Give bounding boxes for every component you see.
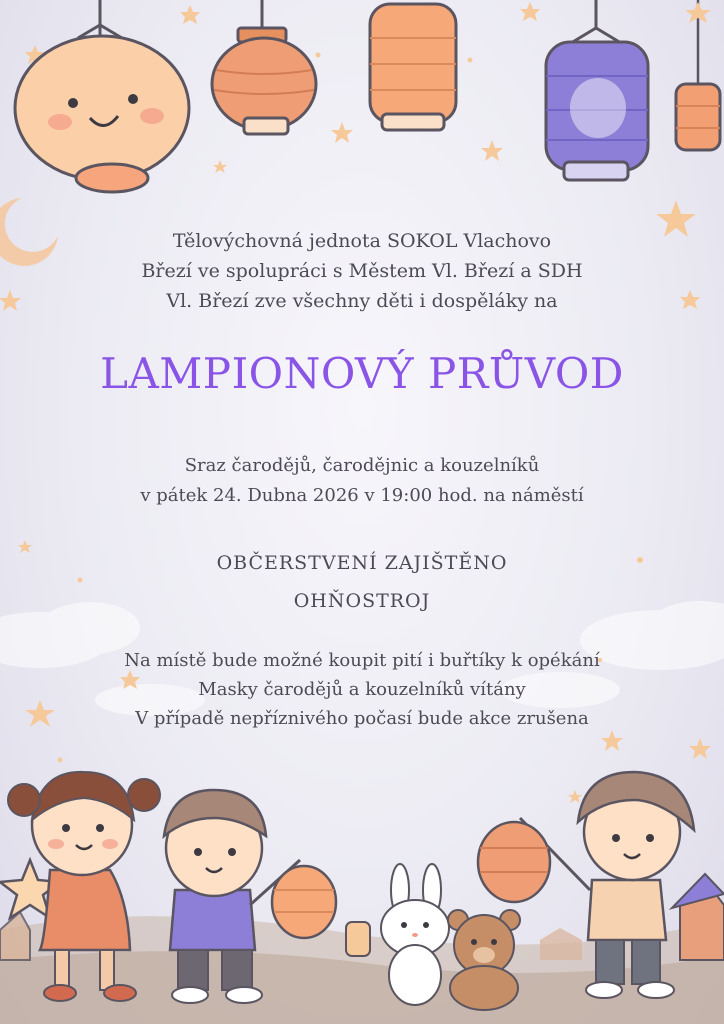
- lantern-orange-1: [212, 0, 316, 134]
- info-line: Na místě bude možné koupit pití i buřtíky k opékání: [124, 650, 600, 671]
- intro-line: Tělovýchovná jednota SOKOL Vlachovo: [172, 230, 552, 252]
- lantern-purple: [546, 0, 648, 180]
- lantern-orange-2: [370, 4, 456, 130]
- event-title: LAMPIONOVÝ PRŮVOD: [100, 349, 624, 398]
- intro-text: [0, 226, 724, 316]
- meeting-line: Sraz čarodějů, čarodějnic a kouzelníků: [184, 455, 540, 476]
- intro-line: Vl. Březí zve všechny děti i dospěláky na: [166, 290, 558, 312]
- info-line: V případě nepříznivého počasí bude akce zrušena: [135, 708, 589, 729]
- lantern-small-right: [676, 0, 720, 150]
- refreshments-note: OBČERSTVENÍ ZAJIŠTĚNO: [216, 552, 508, 574]
- smiling-lantern: [15, 0, 189, 192]
- intro-line: Březí ve spolupráci s Městem Vl. Březí a SDH: [141, 260, 583, 282]
- additional-info: [0, 646, 724, 733]
- highlights: [0, 544, 724, 620]
- meeting-info: [0, 451, 724, 511]
- meeting-date: v pátek 24. Dubna 2026 v 19:00 hod. na náměstí: [140, 485, 584, 506]
- info-line: Masky čarodějů a kouzelníků vítány: [198, 679, 526, 700]
- fireworks-note: OHŇOSTROJ: [293, 590, 431, 612]
- teddy-bear: [448, 910, 520, 1010]
